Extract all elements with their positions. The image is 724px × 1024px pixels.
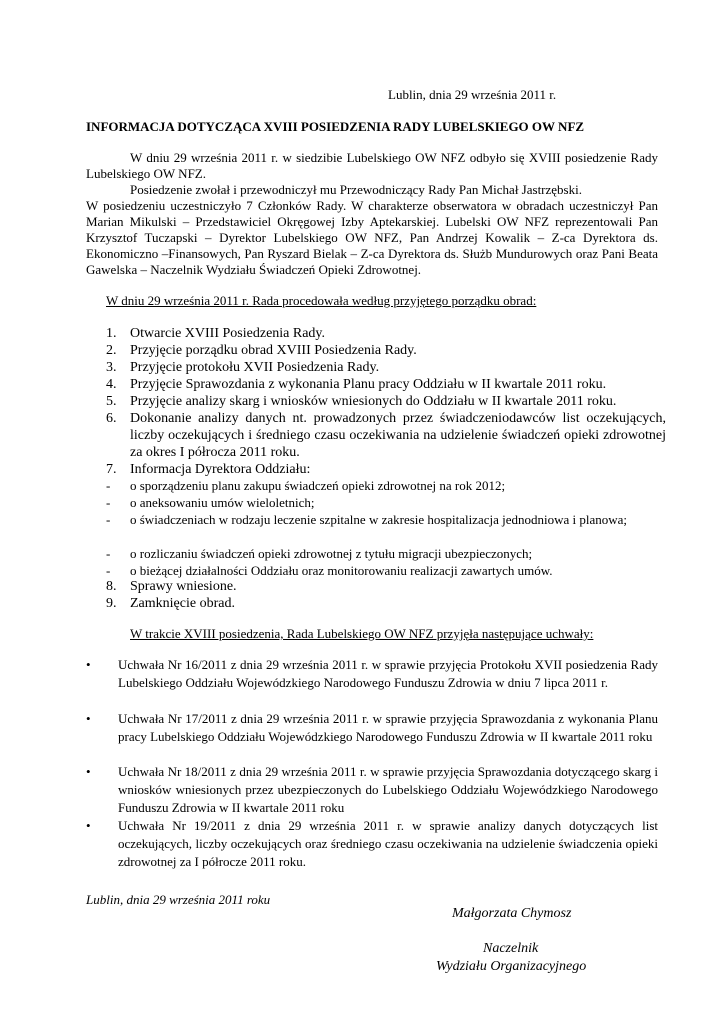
- resolution-item: [86, 817, 658, 871]
- footer-date-place: Lublin, dnia 29 września 2011 roku: [86, 892, 271, 907]
- agenda-subitem-text: o świadczeniach w rodzaju leczenie szpitalne w zakresie hospitalizacja jednodniowa i planowa;: [130, 512, 628, 527]
- agenda-item-text: Przyjęcie analizy skarg i wniosków wniesionych do Oddziału w II kwartale 2011 roku.: [130, 394, 617, 409]
- agenda-subitem: [106, 563, 666, 579]
- agenda-item-number: 5.: [106, 394, 117, 409]
- agenda-item-number: 8.: [106, 579, 117, 594]
- signer-title: Naczelnik: [483, 941, 539, 956]
- agenda-subitem: [106, 546, 666, 562]
- agenda-subitem: [106, 512, 666, 528]
- resolution-item: [86, 656, 658, 692]
- agenda-item-text: Przyjęcie Sprawozdania z wykonania Planu pracy Oddziału w II kwartale 2011 roku.: [130, 377, 607, 392]
- resolution-text: Uchwała Nr 16/2011 z dnia 29 września 2011 r. w sprawie przyjęcia Protokołu XVII posiedzenia Rady Lubelskiego Oddziału Wojewódzkiego Narodowego Funduszu Zdrowia w dniu 7 lipca 2011 r.: [118, 657, 658, 690]
- agenda-item: [106, 342, 666, 359]
- agenda-item-text: Informacja Dyrektora Oddziału:: [130, 462, 311, 477]
- agenda-subitem-dash: -: [106, 563, 111, 578]
- agenda-subitem: [106, 495, 666, 511]
- agenda-item: [106, 393, 666, 410]
- agenda-item-number: 2.: [106, 343, 117, 358]
- intro-paragraph-1: W dniu 29 września 2011 r. w siedzibie Lubelskiego OW NFZ odbyło się XVIII posiedzenie Rady Lubelskiego OW NFZ.: [86, 150, 658, 181]
- agenda-item-text: Przyjęcie porządku obrad XVIII Posiedzenia Rady.: [130, 343, 417, 358]
- resolution-item: [86, 710, 658, 746]
- agenda-item-text: Sprawy wniesione.: [130, 579, 237, 594]
- bullet-icon: •: [86, 764, 91, 779]
- agenda-item-text: Dokonanie analizy danych nt. prowadzonych przez świadczeniodawców list oczekujących, liczby oczekujących i średniego czasu oczekiwania na udzielenie świadczeń opieki zdrowotnej za okres I półrocza 2011 roku.: [130, 411, 666, 460]
- agenda-item: [106, 325, 666, 342]
- agenda-subitem-text: o bieżącej działalności Oddziału oraz monitorowaniu realizacji zawartych umów.: [130, 563, 553, 578]
- resolution-text: Uchwała Nr 17/2011 z dnia 29 września 2011 r. w sprawie przyjęcia Sprawozdania z wykonania Planu pracy Lubelskiego Oddziału Wojewódzkiego Narodowego Funduszu Zdrowia w II kwartale 2011 roku: [118, 711, 658, 744]
- intro-paragraph-3: W posiedzeniu uczestniczyło 7 Członków Rady. W charakterze obserwatora w obradach uczestniczył Pan Marian Mikulski – Przedstawiciel Okręgowej Izby Aptekarskiej. Lubelski OW NFZ reprezentowali Pan Krzysztof Tuczapski – Dyrektor Lubelskiego OW NFZ, Pan Andrzej Kowalik – Z-ca Dyrektora ds. Ekonomiczno –Finansowych, Pan Ryszard Bielak – Z-ca Dyrektora ds. Służb Mundurowych oraz Pani Beata Gawelska – Naczelnik Wydziału Świadczeń Opieki Zdrowotnej.: [86, 198, 658, 277]
- agenda-item: [106, 595, 666, 612]
- agenda-subitem-text: o sporządzeniu planu zakupu świadczeń opieki zdrowotnej na rok 2012;: [130, 478, 506, 493]
- agenda-item: [106, 359, 666, 376]
- agenda-item-number: 4.: [106, 377, 117, 392]
- agenda-subitem-dash: -: [106, 512, 111, 527]
- signer-name: Małgorzata Chymosz: [452, 906, 572, 921]
- document-date-place: Lublin, dnia 29 września 2011 r.: [388, 87, 557, 102]
- resolutions-heading: W trakcie XVIII posiedzenia, Rada Lubelskiego OW NFZ przyjęła następujące uchwały:: [130, 626, 594, 641]
- agenda-subitem-dash: -: [106, 478, 111, 493]
- resolution-item: [86, 763, 658, 817]
- agenda-heading: W dniu 29 września 2011 r. Rada procedowała według przyjętego porządku obrad:: [106, 293, 537, 308]
- intro-paragraph-2: Posiedzenie zwołał i przewodniczył mu Przewodniczący Rady Pan Michał Jastrzębski.: [130, 182, 582, 197]
- agenda-item: [106, 376, 666, 393]
- agenda-subitem-text: o aneksowaniu umów wieloletnich;: [130, 495, 315, 510]
- signer-department: Wydziału Organizacyjnego: [436, 959, 587, 974]
- document-title: INFORMACJA DOTYCZĄCA XVIII POSIEDZENIA RADY LUBELSKIEGO OW NFZ: [86, 119, 585, 134]
- bullet-icon: •: [86, 818, 91, 833]
- agenda-item-number: 1.: [106, 326, 117, 341]
- agenda-item-text: Otwarcie XVIII Posiedzenia Rady.: [130, 326, 326, 341]
- agenda-item-number: 7.: [106, 462, 117, 477]
- agenda-item-number: 3.: [106, 360, 117, 375]
- agenda-item-number: 9.: [106, 596, 117, 611]
- bullet-icon: •: [86, 657, 91, 672]
- agenda-item: [106, 461, 666, 478]
- agenda-item-text: Przyjęcie protokołu XVII Posiedzenia Rady.: [130, 360, 380, 375]
- agenda-item: [106, 410, 666, 461]
- agenda-item-text: Zamknięcie obrad.: [130, 596, 235, 611]
- agenda-subitem-dash: -: [106, 546, 111, 561]
- resolution-text: Uchwała Nr 18/2011 z dnia 29 września 2011 r. w sprawie przyjęcia Sprawozdania dotyczącego skarg i wniosków wniesionych przez ubezpieczonych do Lubelskiego Oddziału Wojewódzkiego Narodowego Funduszu Zdrowia w II kwartale 2011 roku: [118, 764, 658, 815]
- resolution-text: Uchwała Nr 19/2011 z dnia 29 września 2011 r. w sprawie analizy danych dotyczących list oczekujących, liczby oczekujących oraz średniego czasu oczekiwania na udzielenie świadczenia opieki zdrowotnej za I półrocze 2011 roku.: [118, 818, 658, 869]
- agenda-subitem: [106, 478, 666, 494]
- bullet-icon: •: [86, 711, 91, 726]
- agenda-subitem-text: o rozliczaniu świadczeń opieki zdrowotnej z tytułu migracji ubezpieczonych;: [130, 546, 533, 561]
- agenda-item-number: 6.: [106, 411, 117, 426]
- agenda-subitem-dash: -: [106, 495, 111, 510]
- agenda-item: [106, 578, 666, 595]
